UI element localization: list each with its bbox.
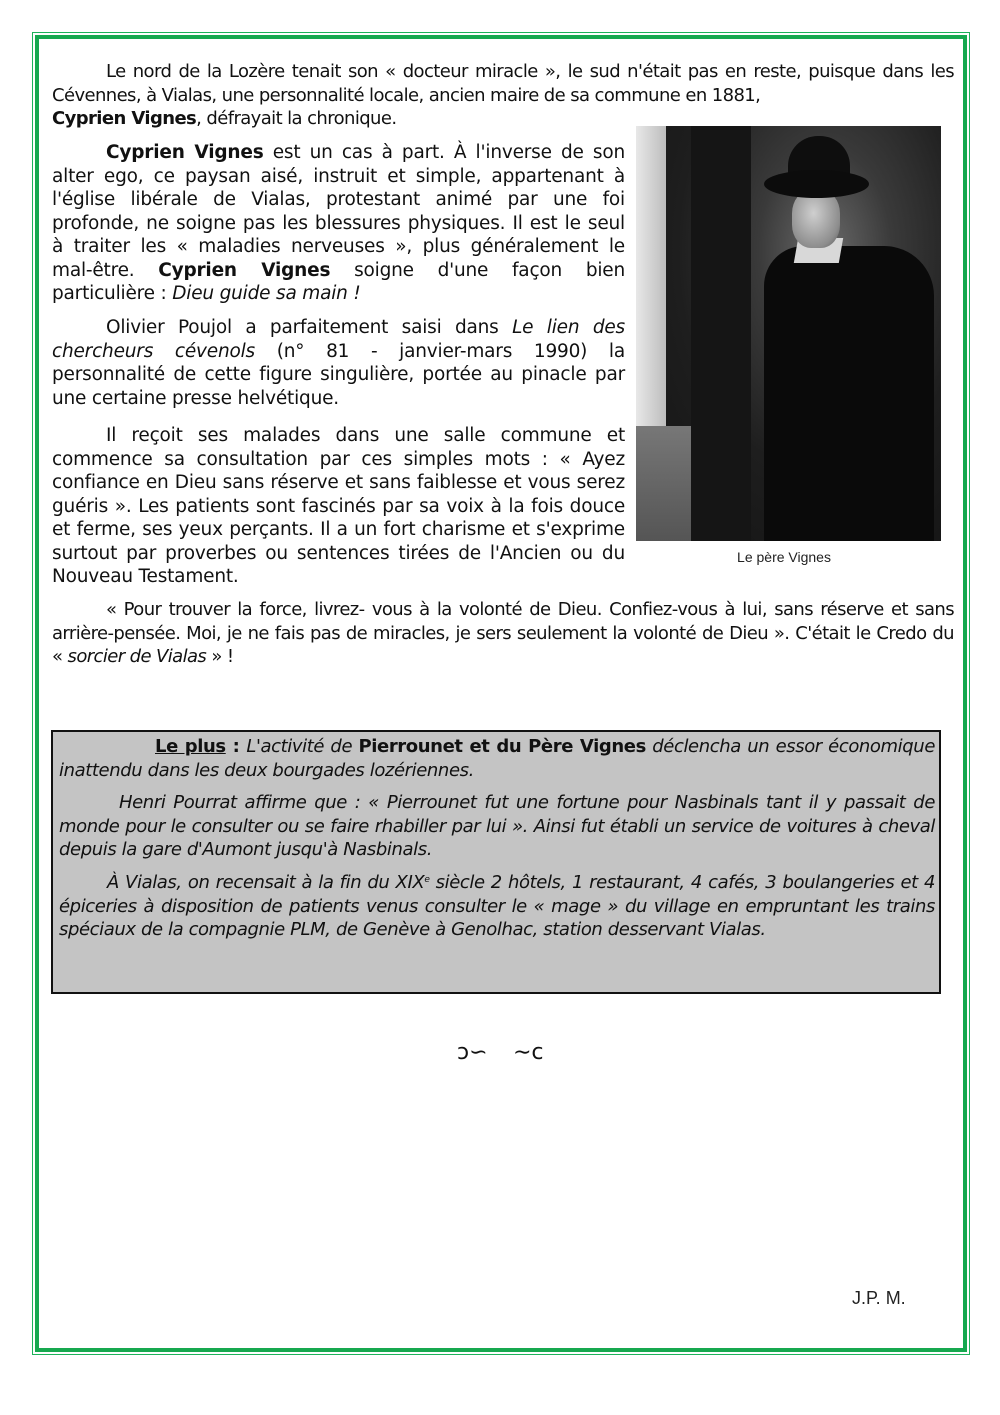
box-text: Henri Pourrat affirme que : « Pierrounet fut une fortune pour Nasbinals tant il y passait de monde pour le consulter ou se faire rhabiller par lui ». Ainsi fut établi un service de voitures à cheval depuis la gare d'Aumont jusqu'à Nasbinals. xyxy=(59,792,935,860)
box-paragraph-3 xyxy=(59,871,935,942)
box-text: L'activité de xyxy=(246,736,359,757)
flourish-left-icon: ↄ∽ xyxy=(457,1040,488,1065)
box-text: déclencha un essor économique inattendu dans les deux bourgades lozériennes. xyxy=(59,736,935,781)
photo-wall xyxy=(636,126,666,426)
box-paragraph-1 xyxy=(59,735,935,782)
paragraph-text: Olivier Poujol a parfaitement saisi dans xyxy=(106,317,513,338)
paragraph-poujol xyxy=(52,316,625,410)
paragraph-text: Il reçoit ses malades dans une salle commune et commence sa consultation par ces simples mots : « Ayez confiance en Dieu sans réserve et sans faiblesse et vous serez guéris ». Les patients sont fascinés par sa voix à la fois douce et ferme, ses yeux perçants. Il a un fort charisme et s'exprime surtout par proverbes ou sentences tirées de l'Ancien ou du Nouveau Testament. xyxy=(52,425,625,587)
box-text: siècle 2 hôtels, 1 restaurant, 4 cafés, 3 boulangeries et 4 épiceries à disposition de patients venus consulter le « mage » du village en empruntant les trains spéciaux de la compagnie PLM, de Genève à Genolhac, station desservant Vialas. xyxy=(59,872,935,940)
box-bold: Pierrounet et du Père Vignes xyxy=(358,736,646,757)
ornament-divider xyxy=(455,1040,555,1070)
intro-text-end: , défrayait la chronique. xyxy=(196,108,397,129)
paragraph-consultation xyxy=(52,424,625,589)
intro-paragraph xyxy=(52,60,954,131)
box-colon: : xyxy=(225,736,247,757)
author-signature: J.P. M. xyxy=(852,1288,906,1308)
quote-text: « Pour trouver la force, livrez- vous à la volonté de Dieu. Confiez-vous à lui, sans réserve et sans arrière-pensée. Moi, je ne fais pas de miracles, je sers seulement la volonté de Dieu ». C'était le Credo du « xyxy=(52,599,954,667)
photo-pillar xyxy=(691,126,751,541)
paragraph-cyprien xyxy=(52,141,625,306)
superscript: e xyxy=(424,875,430,885)
photo-caption: Le père Vignes xyxy=(737,549,831,565)
box-text: À Vialas, on recensait à la fin du XIX xyxy=(107,872,425,893)
box-paragraph-2 xyxy=(59,791,935,862)
paragraph-text: est un cas à part. À l'inverse de son alter ego, ce paysan aisé, instruit et simple, appartenant à l'église libérale de Vialas, protestant animé par une foi profonde, ne soigne pas les blessures physiques. Il est le seul à traiter les « maladies nerveuses », plus généralement le mal-être. xyxy=(52,142,625,281)
portrait-photo xyxy=(636,126,941,541)
photo-coat xyxy=(764,246,934,541)
italic-phrase: Dieu guide sa main ! xyxy=(172,283,361,304)
le-plus-box xyxy=(51,730,941,994)
flourish-right-icon: ↄ∽ xyxy=(513,1040,544,1065)
photo-hat-brim xyxy=(764,170,869,198)
intro-text: Le nord de la Lozère tenait son « docteur miracle », le sud n'était pas en reste, puisque dans les Cévennes, à Vialas, une personnalité locale, ancien maire de sa commune en 1881, xyxy=(52,61,954,106)
publication-title: Le lien des chercheurs cévenols xyxy=(52,317,625,362)
quote-italic: sorcier de Vialas xyxy=(67,646,207,667)
photo-face xyxy=(792,190,840,248)
quote-text-end: » ! xyxy=(206,646,234,667)
paragraph-text: soigne d'une façon bien particulière : xyxy=(52,259,626,304)
intro-name: Cyprien Vignes xyxy=(52,108,197,129)
name-bold: Cyprien Vignes xyxy=(106,142,264,163)
paragraph-text: (n° 81 - janvier-mars 1990) la personnalité de cette figure singulière, portée au pinacle par une certaine presse helvétique. xyxy=(52,340,625,409)
box-lead: Le plus xyxy=(155,736,226,757)
name-bold: Cyprien Vignes xyxy=(158,259,331,281)
quote-paragraph xyxy=(52,598,954,669)
